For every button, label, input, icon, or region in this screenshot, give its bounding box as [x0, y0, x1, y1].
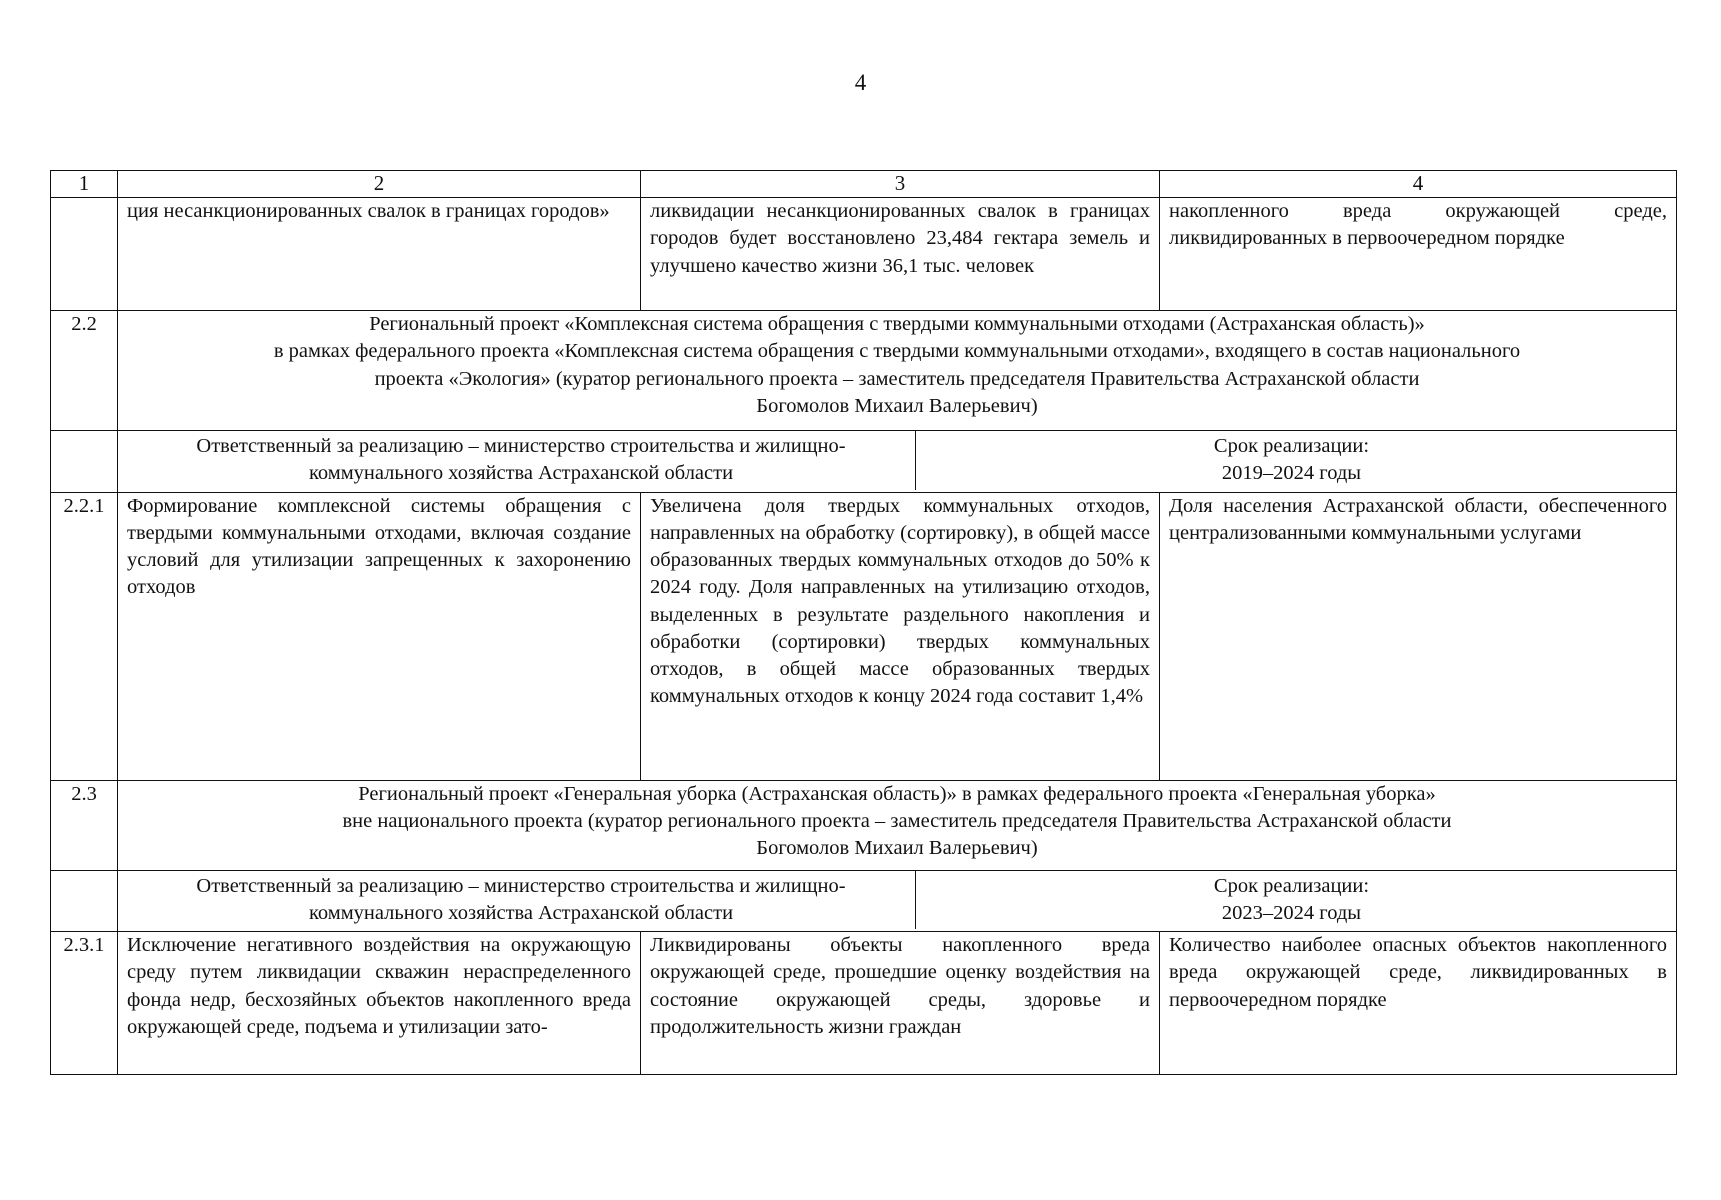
header-col-1: 1 [51, 171, 118, 198]
implementation-term [916, 871, 1667, 930]
indicator-cell: накопленного вреда окружающей среде, ликвидированных в первоочередном порядке [1160, 198, 1677, 311]
table-header-row [51, 171, 1677, 198]
project-2-2-responsible-row [51, 431, 1677, 493]
header-col-2: 2 [118, 171, 641, 198]
project-2-2-title-row [51, 311, 1677, 431]
table-row-2-3-1 [51, 932, 1677, 1075]
header-col-3: 3 [641, 171, 1160, 198]
table-row-2-2-1 [51, 492, 1677, 780]
project-title-line: Богомолов Михаил Валерьевич) [756, 837, 1038, 860]
empty-cell [51, 431, 118, 493]
expected-result-cell: ликвидации несанкционированных свалок в границах городов будет восстановлено 23,484 гектара земель и улучшено качество жизни 36,1 тыс. человек [641, 198, 1160, 311]
measure-name-cell: ция несанкционированных свалок в границах городов» [118, 198, 641, 311]
term-label: Срок реализации: [1213, 435, 1370, 458]
header-col-4: 4 [1160, 171, 1677, 198]
project-title-line: вне национального проекта (куратор регионального проекта – заместитель председателя Правительства Астраханской области [342, 809, 1452, 832]
project-title-line: Региональный проект «Генеральная уборка (Астраханская область)» в рамках федерального проекта «Генеральная уборка» [358, 782, 1436, 805]
row-number [51, 198, 118, 311]
row-number: 2.2.1 [51, 492, 118, 780]
project-title-line: Региональный проект «Комплексная система обращения с твердыми коммунальными отходами (Астраханская область)» [369, 313, 1425, 336]
term-value: 2023–2024 годы [1221, 901, 1362, 924]
empty-cell [51, 870, 118, 932]
page-number: 4 [854, 70, 867, 95]
responsible-executor: Ответственный за реализацию – министерство строительства и жилищно-коммунального хозяйства Астраханской области [127, 431, 916, 490]
row-number: 2.3 [51, 780, 118, 870]
project-2-3-responsible-row [51, 870, 1677, 932]
project-title-line: проекта «Экология» (куратор регионального проекта – заместитель председателя Правительства Астраханской области [374, 367, 1420, 390]
row-number: 2.2 [51, 311, 118, 431]
responsible-term-cell [118, 870, 1677, 932]
expected-result-cell: Ликвидированы объекты накопленного вреда окружающей среде, прошедшие оценку воздействия на состояние окружающей среды, здоровье и продолжительность жизни граждан [641, 932, 1160, 1075]
row-number: 2.3.1 [51, 932, 118, 1075]
term-value: 2019–2024 годы [1221, 462, 1362, 485]
responsible-term-cell [118, 431, 1677, 493]
project-title [118, 311, 1677, 431]
indicator-cell: Количество наиболее опасных объектов накопленного вреда окружающей среде, ликвидированных в первоочередном порядке [1160, 932, 1677, 1075]
indicator-cell: Доля населения Астраханской области, обеспеченного централизованными коммунальными услугами [1160, 492, 1677, 780]
program-table [50, 170, 1677, 1075]
implementation-term [916, 431, 1667, 490]
project-title-line: в рамках федерального проекта «Комплексная система обращения с твердыми коммунальными отходами», входящего в состав национального [273, 340, 1521, 363]
table-row-continuation [51, 198, 1677, 311]
expected-result-cell: Увеличена доля твердых коммунальных отходов, направленных на обработку (сортировку), в общей массе образованных твердых коммунальных отходов до 50% к 2024 году. Доля направленных на утилизацию отходов, выделенных в результате раздельного накопления и обработки (сортировки) твердых коммунальных отходов, в общей массе образованных твердых коммунальных отходов к концу 2024 года составит 1,4% [641, 492, 1160, 780]
measure-name-cell: Формирование комплексной системы обращения с твердыми коммунальными отходами, включая создание условий для утилизации запрещенных к захоронению отходов [118, 492, 641, 780]
project-title-line: Богомолов Михаил Валерьевич) [756, 394, 1038, 417]
term-label: Срок реализации: [1213, 874, 1370, 897]
responsible-executor: Ответственный за реализацию – министерство строительства и жилищно-коммунального хозяйства Астраханской области [127, 871, 916, 930]
project-title [118, 780, 1677, 870]
project-2-3-title-row [51, 780, 1677, 870]
measure-name-cell: Исключение негативного воздействия на окружающую среду путем ликвидации скважин нераспределенного фонда недр, бесхозяйных объектов накопленного вреда окружающей среде, подъема и утилизации зато- [118, 932, 641, 1075]
